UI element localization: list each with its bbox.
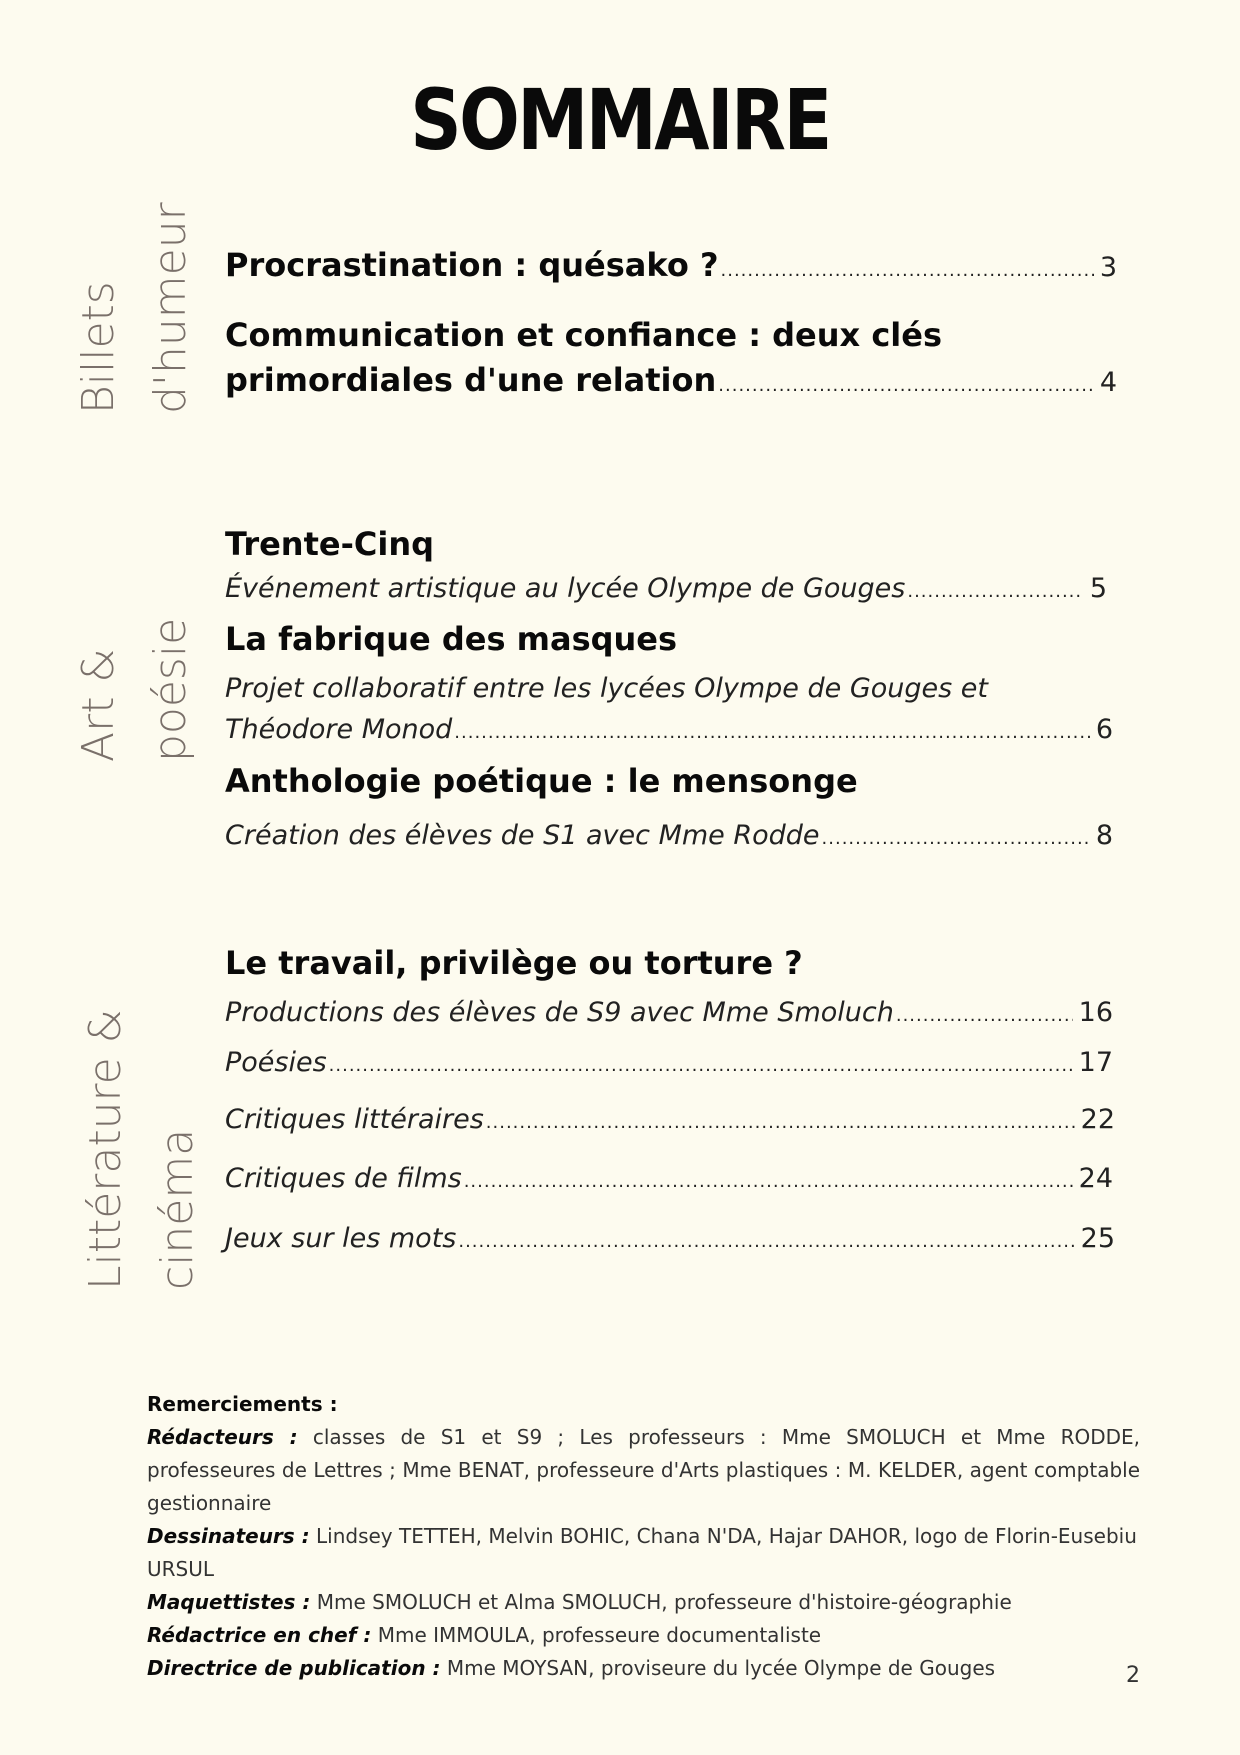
dot-leader [454,722,1090,743]
credits-block [147,1388,1140,1685]
section-label-billets [63,202,207,414]
toc-heading-fabrique[interactable] [225,620,677,658]
credits-text: Lindsey TETTEH, Melvin BOHIC, Chana N'DA, Hajar DAHOR, logo de Florin-Eusebiu URSUL [147,1524,1137,1581]
dot-leader [822,828,1090,849]
page-ref: 4 [1099,367,1117,398]
toc-entry-jeux[interactable] [225,1223,1115,1254]
credits-directrice [147,1652,1140,1685]
page-ref: 25 [1080,1223,1115,1254]
dot-leader [907,581,1083,602]
page-number: 2 [1126,1663,1140,1688]
section-label-litterature [70,1009,214,1290]
credits-dessinateurs [147,1520,1140,1586]
toc-entry-communication[interactable] [225,361,1117,399]
toc-heading-trente-cinq[interactable] [225,525,434,563]
toc-entry-communication-line1[interactable] [225,316,942,354]
toc-entry-title: Communication et confiance : deux clés [225,316,942,354]
page-title: SOMMAIRE [410,71,830,169]
dot-leader [721,260,1094,281]
toc-entry-subtitle: Théodore Monod [225,714,453,745]
toc-entry-title: primordiales d'une relation [225,361,717,399]
section-label-line2: d'humeur [145,202,196,414]
page-ref: 3 [1099,252,1117,283]
credits-redactrice [147,1619,1140,1652]
credits-label: Rédacteurs : [147,1425,298,1449]
dot-leader [486,1112,1075,1133]
toc-entry-fabrique-line1[interactable] [225,673,988,704]
credits-heading: Remerciements : [147,1392,338,1416]
toc-entry-title: Procrastination : quésako ? [225,246,719,284]
toc-entry-anthologie[interactable] [225,820,1113,851]
credits-text: Mme IMMOULA, professeure documentaliste [371,1623,822,1647]
toc-heading-anthologie[interactable] [225,762,858,800]
credits-label: Directrice de publication : [147,1656,441,1680]
page-ref: 5 [1089,573,1107,604]
toc-entry-title: Trente-Cinq [225,525,434,563]
toc-entry-subtitle: Événement artistique au lycée Olympe de Gouges [225,573,906,604]
toc-entry-subtitle: Jeux sur les mots [225,1223,457,1254]
credits-label: Dessinateurs : [147,1524,310,1548]
toc-entry-title: La fabrique des masques [225,620,678,658]
toc-entry-trente-cinq[interactable] [225,573,1107,604]
toc-entry-title: Anthologie poétique : le mensonge [225,762,858,800]
section-label-line1: Art & [73,648,124,762]
dot-leader [896,1005,1073,1026]
page-ref: 6 [1095,714,1113,745]
credits-redacteurs [147,1421,1140,1520]
toc-entry-fabrique[interactable] [225,714,1113,745]
credits-label: Rédactrice en chef : [147,1623,372,1647]
toc-entry-critiques-litteraires[interactable] [225,1104,1115,1135]
section-label-line2: poésie [145,617,196,762]
toc-entry-subtitle: Critiques littéraires [225,1104,484,1135]
page-ref: 8 [1095,820,1113,851]
page-ref: 24 [1078,1163,1113,1194]
section-label-art [63,618,207,762]
credits-label: Maquettistes : [147,1590,311,1614]
toc-entry-subtitle: Création des élèves de S1 avec Mme Rodde [225,820,820,851]
toc-entry-subtitle: Critiques de films [225,1163,462,1194]
toc-heading-travail[interactable] [225,944,803,982]
credits-text: Mme MOYSAN, proviseure du lycée Olympe de Gouges [440,1656,996,1680]
page-ref: 17 [1078,1047,1113,1078]
section-label-line2: cinéma [152,1128,203,1290]
toc-entry-productions[interactable] [225,997,1113,1028]
section-label-line1: Littérature & [80,1009,131,1290]
credits-text: classes de S1 et S9 ; Les professeurs : Mme SMOLUCH et Mme RODDE, professeures de Lettres ; Mme BENAT, professeure d'Arts plastiques : M. KELDER, agent comptable gestionnaire [147,1425,1141,1515]
page-ref: 16 [1078,997,1113,1028]
dot-leader [718,375,1094,396]
credits-maquettistes [147,1586,1140,1619]
toc-entry-subtitle: Projet collaboratif entre les lycées Olympe de Gouges et [225,673,988,704]
dot-leader [458,1231,1074,1252]
toc-entry-title: Le travail, privilège ou torture ? [225,944,803,982]
page-ref: 22 [1080,1104,1115,1135]
toc-entry-procrastination[interactable] [225,246,1117,284]
toc-entry-subtitle: Poésies [225,1047,327,1078]
credits-text: Mme SMOLUCH et Alma SMOLUCH, professeure d'histoire-géographie [310,1590,1012,1614]
toc-entry-poesies[interactable] [225,1047,1113,1078]
dot-leader [329,1055,1073,1076]
section-label-line1: Billets [73,281,124,414]
dot-leader [464,1171,1073,1192]
toc-entry-subtitle: Productions des élèves de S9 avec Mme Smoluch [225,997,894,1028]
toc-entry-critiques-films[interactable] [225,1163,1113,1194]
